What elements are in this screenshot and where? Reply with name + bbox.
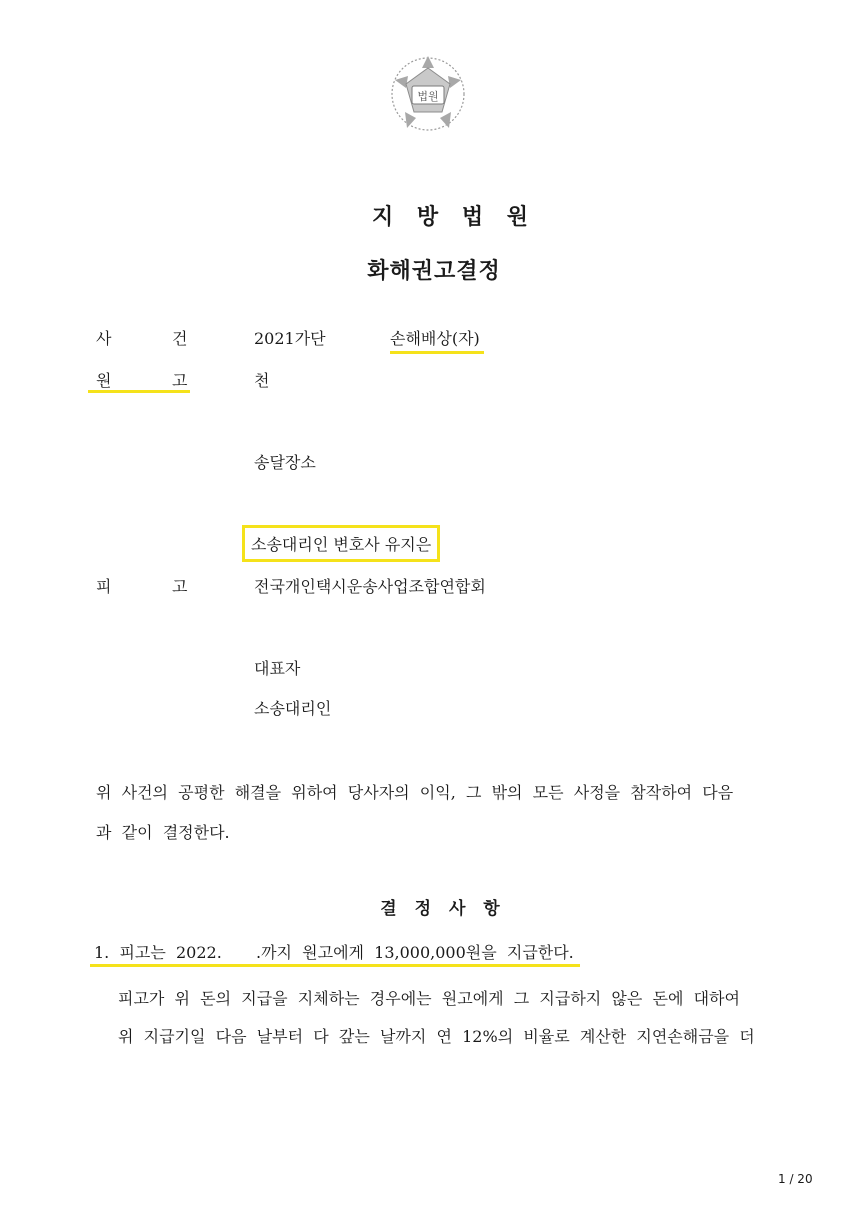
case-type: 손해배상(자): [390, 326, 484, 354]
plaintiff-address-label: 송달장소: [254, 453, 316, 472]
decision-item-1-part-b: .까지 원고에게 13,000,000원을 지급한다.: [256, 943, 574, 962]
plaintiff-attorney: 소송대리인 변호사 유지은: [242, 525, 440, 562]
plaintiff-label-b: 고: [172, 371, 188, 390]
court-emblem-icon: [388, 52, 468, 134]
defendant-representative-label: 대표자: [254, 659, 301, 678]
defendant-label-b: 고: [172, 577, 188, 596]
decision-item-1-part-a: 1. 피고는 2022.: [94, 943, 222, 962]
plaintiff-label: [88, 368, 190, 393]
court-name: 지 방 법 원: [372, 204, 536, 230]
intro-paragraph-line-1: 위 사건의 공평한 해결을 위하여 당사자의 이익, 그 밖의 모든 사정을 참작하여 다음: [96, 783, 734, 802]
decision-item-1-continuation-1: 피고가 위 돈의 지급을 지체하는 경우에는 원고에게 그 지급하지 않은 돈에 대하여: [118, 989, 740, 1008]
case-number: 2021가단: [254, 329, 326, 348]
intro-paragraph-line-2: 과 같이 결정한다.: [96, 823, 230, 842]
decision-section-title: 결 정 사 항: [380, 899, 506, 919]
defendant-label-a: 피: [96, 577, 112, 596]
case-label-b: 건: [172, 329, 188, 348]
decision-item-1-highlight: [90, 940, 580, 967]
emblem-text: 법원: [417, 90, 439, 103]
case-label-a: 사: [96, 329, 112, 348]
defendant-name: 전국개인택시운송사업조합연합회: [254, 577, 486, 596]
decision-item-1-continuation-2: 위 지급기일 다음 날부터 다 갚는 날까지 연 12%의 비율로 계산한 지연손해금을 더: [118, 1027, 755, 1046]
defendant-attorney-label: 소송대리인: [254, 699, 332, 718]
plaintiff-label-a: 원: [96, 371, 112, 390]
page-number: 1 / 20: [778, 1172, 813, 1186]
document-title: 화해권고결정: [367, 258, 501, 284]
plaintiff-name: 천: [254, 371, 270, 390]
